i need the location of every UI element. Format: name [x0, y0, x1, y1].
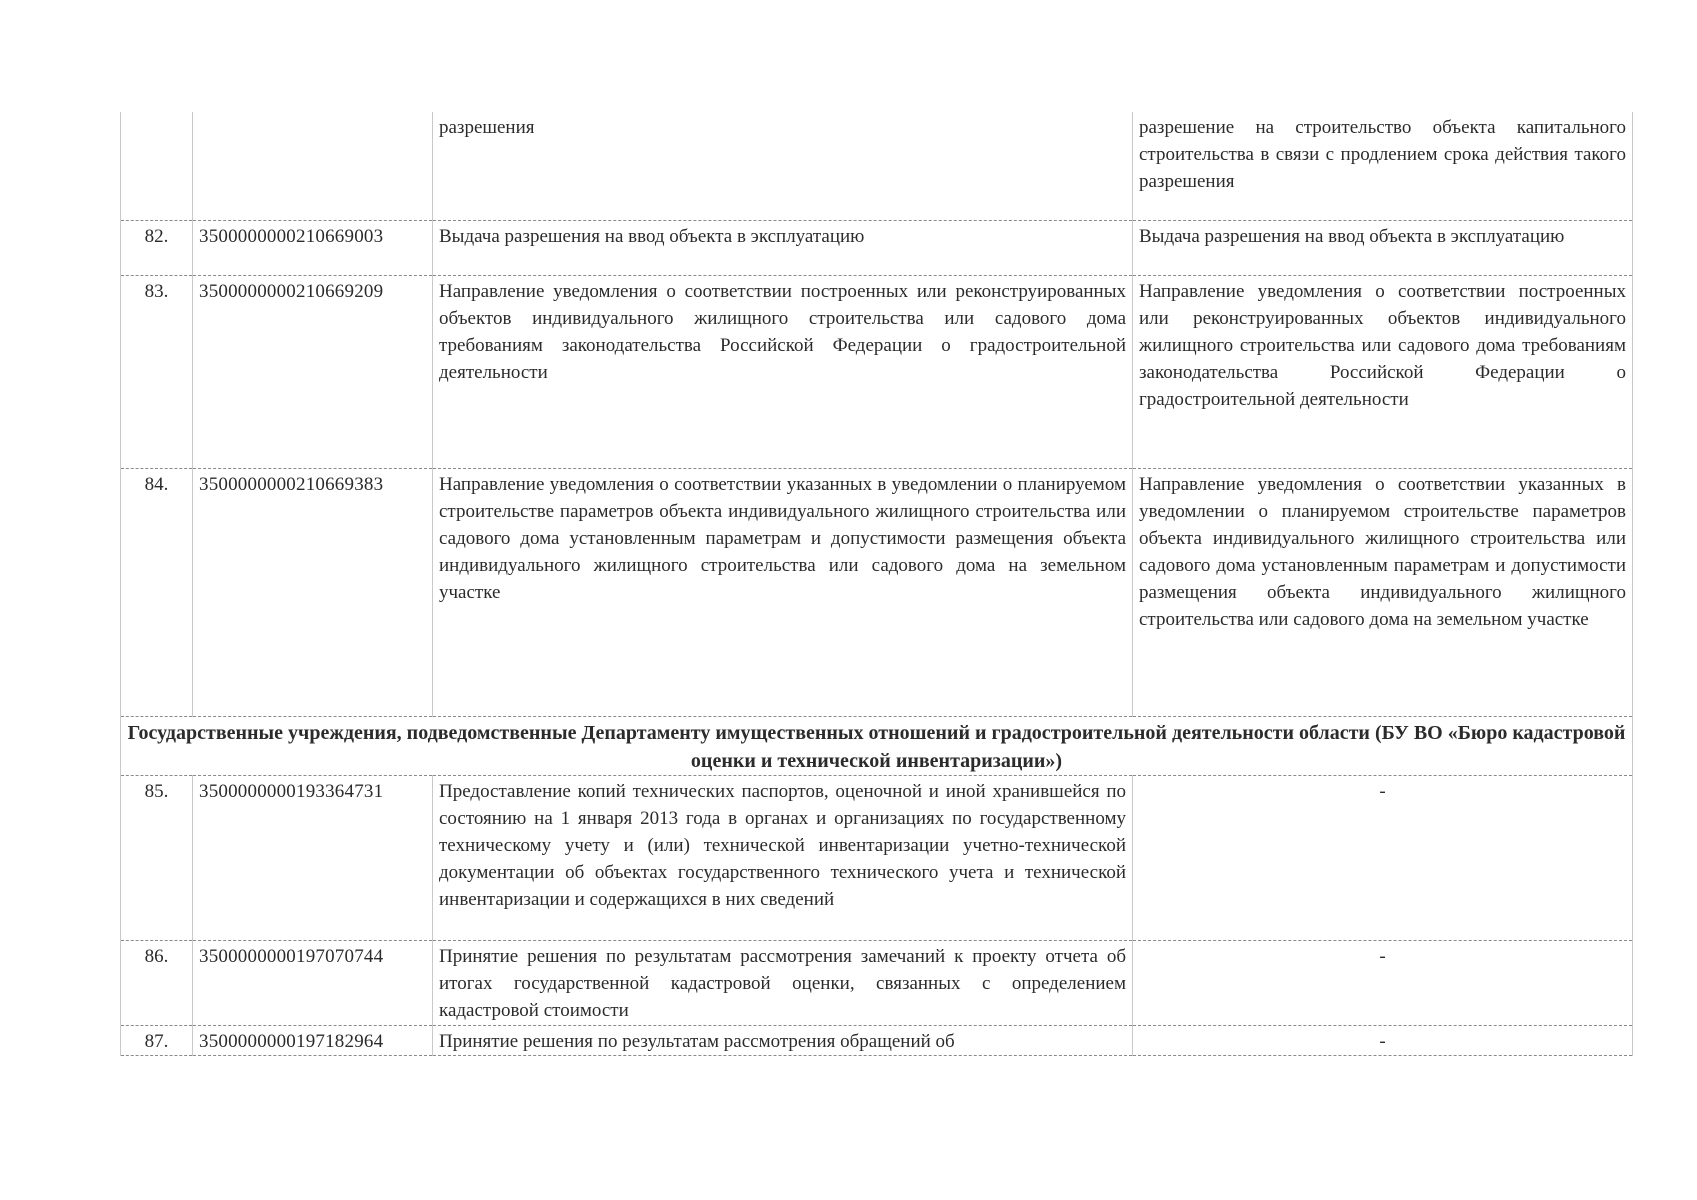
service-id: 3500000000197070744	[193, 941, 433, 1026]
table-row	[121, 776, 1633, 941]
service-name-cell: Направление уведомления о соответствии построенных или реконструированных объектов индивидуального жилищного строительства или садового дома требованиям законодательства Российской Федерации о градостроительной деятельности	[433, 276, 1133, 469]
service-name-alt-cell: -	[1133, 776, 1633, 941]
section-title: Государственные учреждения, подведомственные Департаменту имущественных отношений и градостроительной деятельности области (БУ ВО «Бюро кадастровой оценки и технической инвентаризации»)	[121, 717, 1633, 776]
service-name-cell: Направление уведомления о соответствии указанных в уведомлении о планируемом строительстве параметров объекта индивидуального жилищного строительства или садового дома установленным параметрам и допустимости размещения объекта индивидуального жилищного строительства или садового дома на земельном участке	[433, 469, 1133, 717]
service-id: 3500000000193364731	[193, 776, 433, 941]
service-id: 3500000000210669383	[193, 469, 433, 717]
service-name-alt-cell: -	[1133, 941, 1633, 1026]
services-table	[120, 112, 1633, 1056]
row-number: 84.	[121, 469, 193, 717]
service-name-alt-cell: Выдача разрешения на ввод объекта в эксплуатацию	[1133, 221, 1633, 276]
id-cell	[193, 112, 433, 221]
row-number: 85.	[121, 776, 193, 941]
service-name-alt-cell: Направление уведомления о соответствии построенных или реконструированных объектов индивидуального жилищного строительства или садового дома требованиям законодательства Российской Федерации о градостроительной деятельности	[1133, 276, 1633, 469]
number-cell	[121, 112, 193, 221]
row-number: 83.	[121, 276, 193, 469]
service-id: 3500000000210669003	[193, 221, 433, 276]
service-name-cell: разрешения	[433, 112, 1133, 221]
row-number: 87.	[121, 1026, 193, 1056]
service-name-cell: Предоставление копий технических паспортов, оценочной и иной хранившейся по состоянию на 1 января 2013 года в органах и организациях по государственному техническому учету и (или) технической инвентаризации учетно-технической документации об объектах государственного технического учета и технической инвентаризации и содержащихся в них сведений	[433, 776, 1133, 941]
table-row	[121, 1026, 1633, 1056]
service-id: 3500000000197182964	[193, 1026, 433, 1056]
service-name-cell: Принятие решения по результатам рассмотрения обращений об	[433, 1026, 1133, 1056]
table-row	[121, 221, 1633, 276]
service-id: 3500000000210669209	[193, 276, 433, 469]
service-name-cell: Принятие решения по результатам рассмотрения замечаний к проекту отчета об итогах государственной кадастровой оценки, связанных с определением кадастровой стоимости	[433, 941, 1133, 1026]
table-row	[121, 941, 1633, 1026]
service-name-cell: Выдача разрешения на ввод объекта в эксплуатацию	[433, 221, 1133, 276]
service-name-alt-cell: Направление уведомления о соответствии указанных в уведомлении о планируемом строительстве параметров объекта индивидуального жилищного строительства или садового дома установленным параметрам и допустимости размещения объекта индивидуального жилищного строительства или садового дома на земельном участке	[1133, 469, 1633, 717]
service-name-alt-cell: -	[1133, 1026, 1633, 1056]
row-number: 82.	[121, 221, 193, 276]
table-row	[121, 469, 1633, 717]
row-number: 86.	[121, 941, 193, 1026]
section-header-row	[121, 717, 1633, 776]
table-row	[121, 112, 1633, 221]
table-row	[121, 276, 1633, 469]
service-name-alt-cell: разрешение на строительство объекта капитального строительства в связи с продлением срока действия такого разрешения	[1133, 112, 1633, 221]
